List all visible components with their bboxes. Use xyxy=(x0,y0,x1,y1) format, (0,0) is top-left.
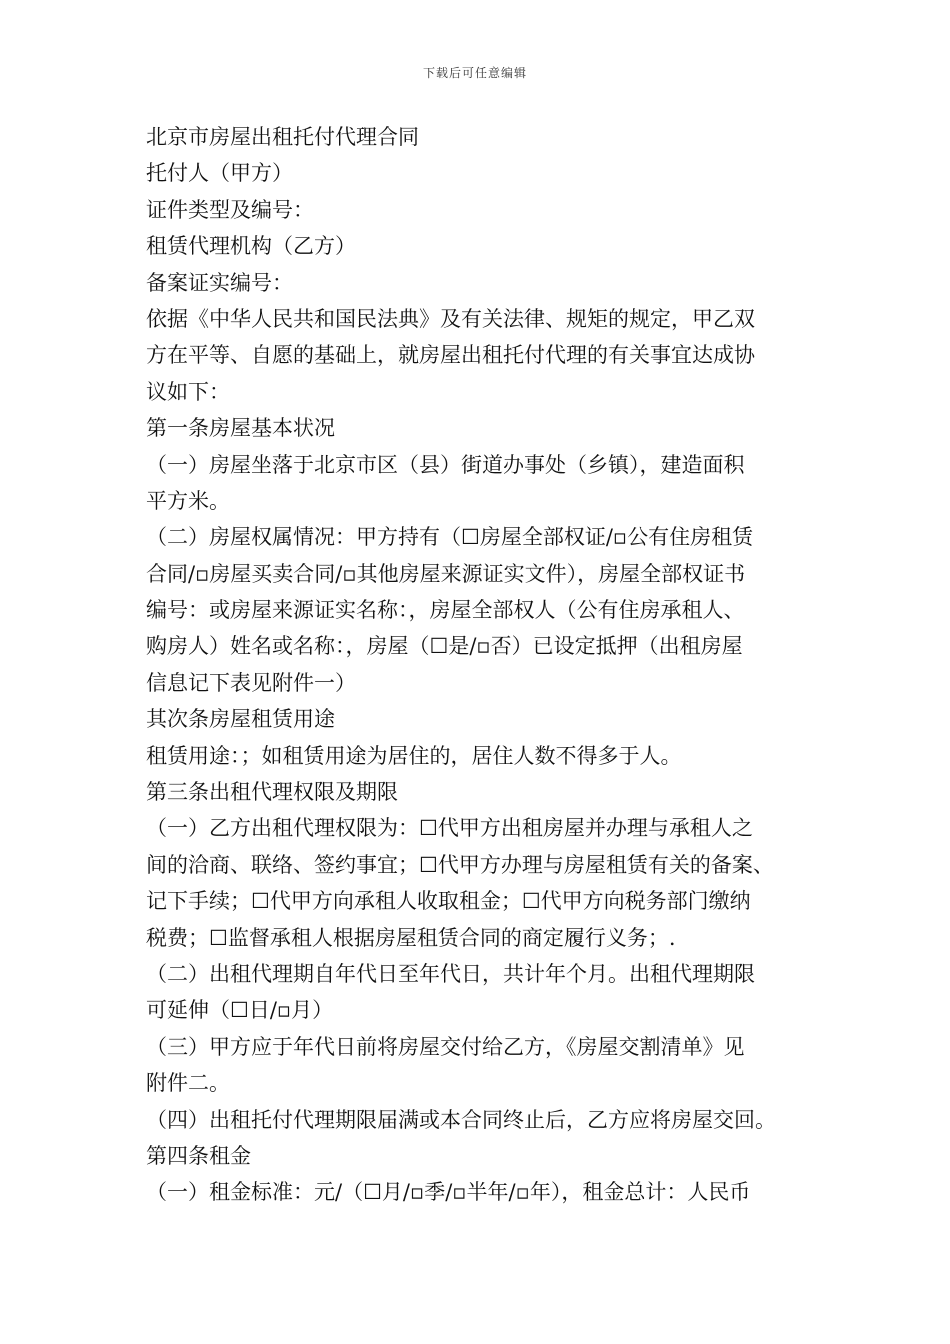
page-header-note: 下载后可任意编辑 xyxy=(422,66,527,80)
text-line: （一）房屋坐落于北京市区（县）街道办事处（乡镇），建造面积 xyxy=(146,452,745,477)
text-line: （三）甲方应于年代日前将房屋交付给乙方，《房屋交割清单》见 xyxy=(146,1034,745,1059)
text-line: （一）乙方出租代理权限为：☐代甲方出租房屋并办理与承租人之 xyxy=(146,816,753,841)
section-heading: 第一条房屋基本状况 xyxy=(146,416,335,441)
text-line: 合同/▫房屋买卖合同/▫其他房屋来源证实文件），房屋全部权证书 xyxy=(146,561,746,586)
text-line: 税费；☐监督承租人根据房屋租赁合同的商定履行义务；. xyxy=(146,925,676,950)
text-line: 依据《中华人民共和国民法典》及有关法律、规矩的规定，甲乙双 xyxy=(146,306,755,331)
text-line: （二）出租代理期自年代日至年代日，共计年个月。出租代理期限 xyxy=(146,961,755,986)
text-line: （二）房屋权属情况：甲方持有（☐房屋全部权证/▫公有住房租赁 xyxy=(146,525,754,550)
text-line: 间的洽商、联络、签约事宜；☐代甲方办理与房屋租赁有关的备案、 xyxy=(146,852,774,877)
text-line: （一）租金标准：元/（☐月/▫季/▫半年/▫年），租金总计：人民币 xyxy=(146,1180,751,1205)
text-line: 可延伸（☐日/▫月） xyxy=(146,998,334,1023)
text-line: 证件类型及编号： xyxy=(146,197,314,222)
text-line: 议如下： xyxy=(146,379,230,404)
text-line: 附件二。 xyxy=(146,1071,230,1096)
text-line: 记下手续；☐代甲方向承租人收取租金；☐代甲方向税务部门缴纳 xyxy=(146,889,751,914)
section-heading: 第三条出租代理权限及期限 xyxy=(146,780,398,805)
text-line: 方在平等、自愿的基础上，就房屋出租托付代理的有关事宜达成协 xyxy=(146,343,755,368)
section-heading: 第四条租金 xyxy=(146,1143,251,1168)
document-title: 北京市房屋出租托付代理合同 xyxy=(146,125,419,149)
text-line: （四）出租托付代理期限届满或本合同终止后，乙方应将房屋交回。 xyxy=(146,1107,776,1132)
text-line: 租赁代理机构（乙方） xyxy=(146,234,356,259)
text-line: 信息记下表见附件一） xyxy=(146,670,356,695)
text-line: 编号：或房屋来源证实名称：，房屋全部权人（公有住房承租人、 xyxy=(146,598,745,623)
text-line: 平方米。 xyxy=(146,488,230,513)
text-line: 租赁用途：；如租赁用途为居住的，居住人数不得多于人。 xyxy=(146,743,682,768)
text-line: 托付人（甲方） xyxy=(146,161,293,186)
contract-body xyxy=(146,119,810,1211)
text-line: 备案证实编号： xyxy=(146,270,293,295)
section-heading: 其次条房屋租赁用途 xyxy=(146,707,335,732)
text-line: 购房人）姓名或名称：，房屋（☐是/▫否）已设定抵押（出租房屋 xyxy=(146,634,743,659)
